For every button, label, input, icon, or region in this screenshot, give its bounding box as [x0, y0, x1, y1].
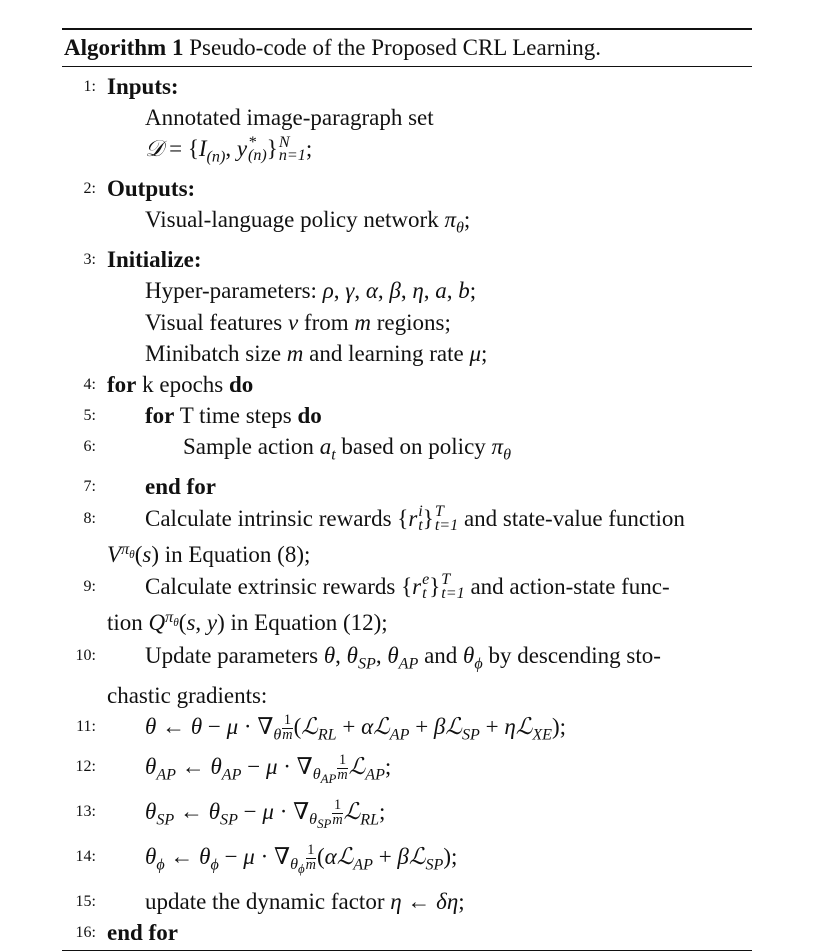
inputs-desc: Annotated image-paragraph set [145, 105, 434, 131]
line-number: 9: [83, 578, 96, 596]
dynamic-factor-text: update the dynamic factor [145, 888, 385, 914]
line-number: 14: [75, 847, 96, 865]
and-text: and [424, 642, 458, 668]
descending-text: by descending sto- [488, 642, 661, 668]
caption-label: Algorithm 1 [64, 35, 184, 60]
line-number: 12: [75, 757, 96, 775]
line-number: 4: [83, 376, 96, 394]
algo-line-14 [62, 841, 752, 886]
algo-line-1-cont [62, 102, 752, 133]
for-keyword: for [107, 372, 137, 398]
algo-line-12 [62, 751, 752, 796]
algo-line-16 [62, 917, 752, 948]
theta-update-formula: θ ← $\theta - \mu \cdot \nabla_\theta$ $\frac{1}{m}$ (ℒ$_{RL}$ + αℒ$_{AP}$ + βℒ$_{SP}$ + ηℒ$_{XE}$); [145, 712, 567, 744]
line-number: 10: [75, 646, 96, 664]
intrinsic-rewards-text: Calculate intrinsic rewards [145, 505, 392, 531]
algo-line-6: 6: Sample action $a_t$ based on policy $\pi_\theta$ [62, 431, 752, 471]
caption-text: Pseudo-code of the Proposed CRL Learning. [189, 35, 602, 60]
equation-12-text: in Equation (12); [230, 610, 388, 636]
line-number: 6: [83, 438, 96, 456]
minibatch-text: Minibatch size [145, 340, 282, 366]
algo-line-11 [62, 711, 752, 751]
algo-line-5 [62, 400, 752, 431]
theta-sp-update-formula: $\theta_{SP}$ ← $\theta_{SP} - \mu \cdot \nabla_{\theta_{SP}}$ $\frac{1}{m}$ ℒ$_{RL}$; [145, 797, 386, 832]
line-number: 15: [75, 892, 96, 910]
line-number: 7: [83, 478, 96, 496]
equation-8-text: in Equation (8); [164, 541, 311, 567]
line-number: 1: [83, 78, 96, 95]
inputs-heading: Inputs: [107, 74, 179, 99]
algo-line-2 [62, 173, 752, 204]
action-state-text: and action-state func- [470, 574, 670, 600]
algo-line-10: 10: Update parameters θ, $\theta_{SP}$, $\theta_{AP}$ and $\theta_\phi$ by descending sto- [62, 640, 752, 680]
dataset-formula: 𝒟 = {$I_{(n)}$, y * (n) } N n=1 ; [145, 133, 313, 167]
policy-text: based on policy [341, 434, 486, 460]
algo-line-15: 15: update the dynamic factor η ← δη; [62, 886, 752, 917]
algo-line-13 [62, 796, 752, 841]
algo-line-1 [62, 71, 752, 102]
theta-ap-update-formula: $\theta_{AP}$ ← $\theta_{AP} - \mu \cdot \nabla_{\theta_{AP}}$ $\frac{1}{m}$ ℒ$_{AP}$; [145, 752, 392, 787]
time-steps-text: T time steps [179, 403, 292, 429]
algo-line-3-hyper: Hyper-parameters: ρ, γ, α, β, η, a, b; [145, 278, 477, 304]
algo-line-9-cont: tion $Q^{\pi_\theta}(s$, y) in Equation (12); [107, 609, 388, 636]
do-keyword: do [229, 372, 254, 398]
tion-text: tion [107, 610, 143, 636]
line-number: 8: [83, 509, 96, 527]
extrinsic-rewards-text: Calculate extrinsic rewards [145, 574, 396, 600]
state-value-text: and state-value function [463, 505, 685, 531]
epochs-text: k epochs [142, 372, 224, 398]
gradients-text: chastic gradients: [107, 682, 268, 708]
algo-line-2-cont: Visual-language policy network $\pi_\theta$; [145, 207, 471, 238]
algo-line-7 [62, 471, 752, 502]
end-for-keyword: end for [145, 474, 216, 500]
algo-line-4 [62, 369, 752, 400]
algo-line-3 [62, 244, 752, 275]
sample-action-text: Sample action [183, 434, 314, 460]
for-keyword: for [145, 403, 175, 429]
regions-text: regions; [376, 309, 451, 335]
line-number: 16: [75, 923, 96, 941]
algo-line-1-math [62, 133, 752, 173]
end-for-keyword: end for [107, 919, 178, 945]
line-number: 11: [76, 717, 96, 735]
algo-line-10-cont [62, 680, 752, 711]
algo-line-8: 8: Calculate intrinsic rewards {r i t } T t=1 and state-value function [62, 503, 752, 534]
outputs-heading: Outputs: [107, 176, 196, 202]
caption-rule [62, 66, 752, 67]
line-number: 3: [83, 251, 96, 269]
learning-rate-text: and learning rate [309, 340, 464, 366]
hyperparams-label: Hyper-parameters: [145, 278, 317, 304]
line-number: 13: [75, 802, 96, 820]
visual-features-text: Visual features [145, 309, 283, 335]
algorithm-block [62, 28, 752, 951]
algorithm-caption [62, 30, 752, 66]
line-number: 5: [83, 407, 96, 425]
from-text: from [303, 309, 349, 335]
algo-line-8-cont: $V^{\pi_\theta}(s)$ in Equation (8); [107, 540, 311, 567]
algo-line-9: 9: Calculate extrinsic rewards {r e t } T t=1 and action-state func- [62, 571, 752, 602]
line-number: 2: [83, 180, 96, 198]
algo-line-3-visual: Visual features v from m regions; [145, 309, 451, 335]
algo-line-3-minibatch: Minibatch size m and learning rate μ; [145, 340, 488, 366]
do-keyword: do [297, 403, 322, 429]
initialize-heading: Initialize: [107, 247, 202, 273]
outputs-desc: Visual-language policy network [145, 207, 439, 233]
update-params-text: Update parameters [145, 642, 319, 668]
theta-phi-update-formula: $\theta_\phi$ ← $\theta_\phi - \mu \cdot \nabla_{\theta_\phi}$ $\frac{1}{m}$ (αℒ$_{AP}$ + βℒ$_{SP}$); [145, 842, 458, 877]
